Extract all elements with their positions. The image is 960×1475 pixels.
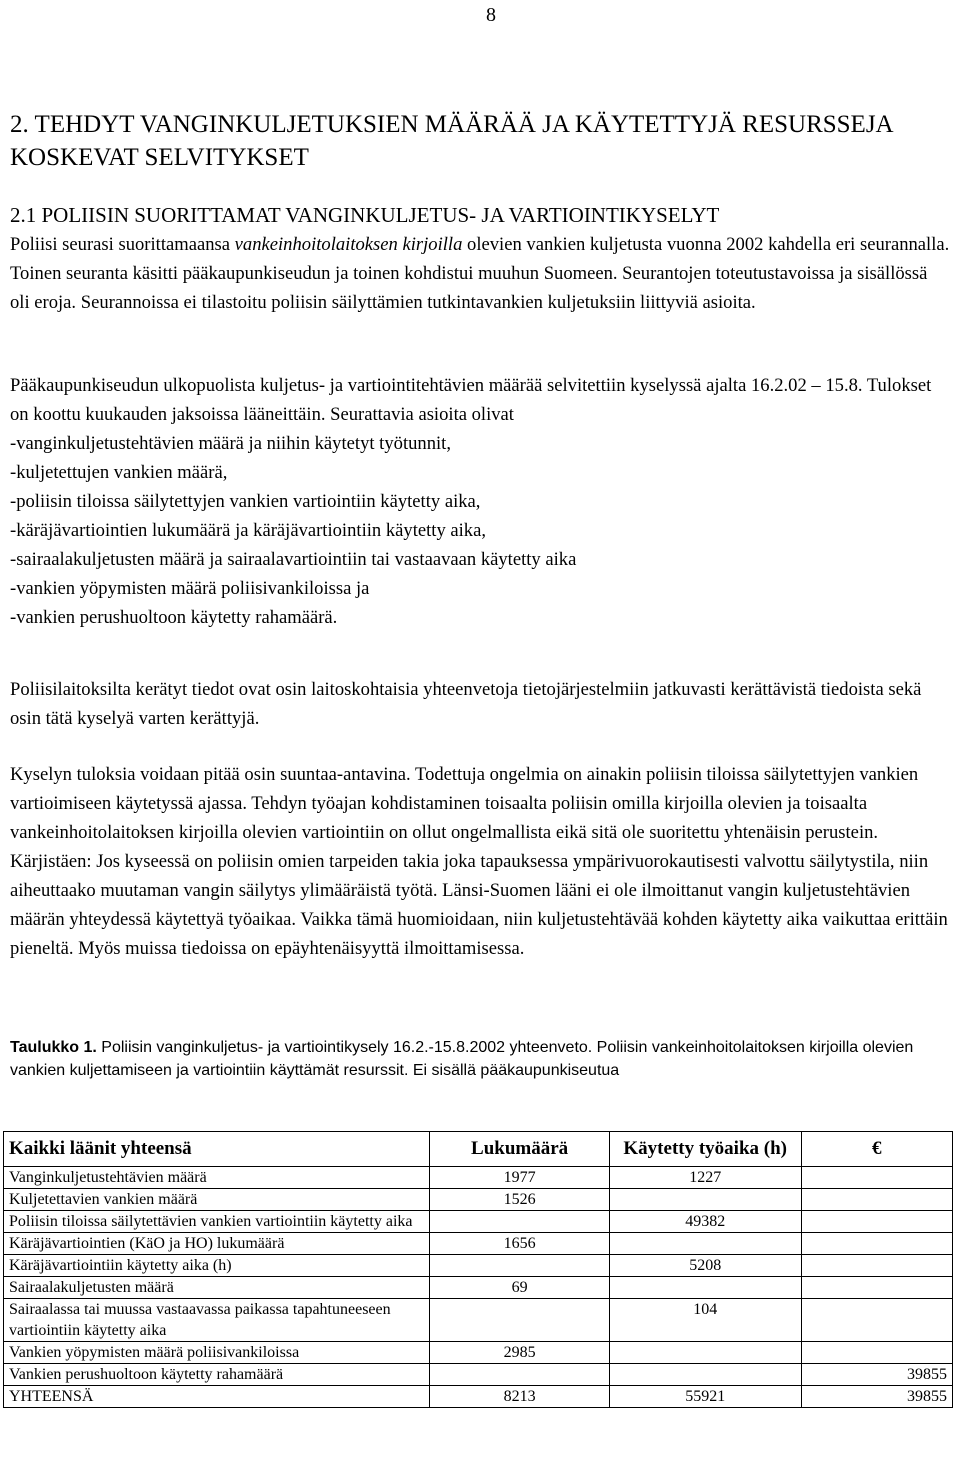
table-cell: Sairaalakuljetusten määrä [4, 1277, 430, 1299]
page-number: 8 [486, 4, 496, 26]
column-header: Kaikki läänit yhteensä [4, 1132, 430, 1167]
table-cell: 2985 [430, 1342, 610, 1364]
table-cell: Kuljetettavien vankien määrä [4, 1189, 430, 1211]
column-header: € [801, 1132, 953, 1167]
paragraph-intro-italic: vankeinhoitolaitoksen kirjoilla [234, 234, 463, 255]
table-cell [609, 1364, 801, 1386]
table-cell: YHTEENSÄ [4, 1386, 430, 1408]
table-cell: 55921 [609, 1386, 801, 1408]
paragraph-intro [10, 230, 950, 317]
table-cell [609, 1342, 801, 1364]
section-heading: 2. TEHDYT VANGINKULJETUKSIEN MÄÄRÄÄ JA KÄYTETTYJÄ RESURSSEJA KOSKEVAT SELVITYKSET [10, 111, 893, 171]
paragraph-reliability: Kyselyn tuloksia voidaan pitää osin suuntaa-antavina. Todettuja ongelmia on ainakin poliisin tiloissa säilytettyjen vankien vartioimiseen käytetyssä ajassa. Tehdyn työajan kohdistaminen toisaalta poliisin omilla kirjoilla olevien ja toisaalta vankeinhoitolaitoksen kirjoilla olevien vartiointiin on ollut ongelmallista eikä sitä ole suoritettu yhtenäisin perustein. Kärjistäen: Jos kyseessä on poliisin omien tarpeiden takia joka tapauksessa ympärivuorokautisesti valvottu säilytystila, niin aiheuttaako muutaman vangin säilytys ylimääräistä työtä. Länsi-Suomen lääni ei ole ilmoittanut vangin kuljetustehtävien määrän yhteydessä käytettyä työaikaa. Vaikka tämä huomioidaan, niin kuljetustehtävää kohden käytetty aika vaikuttaa erittäin pieneltä. Myös muissa tiedoissa on epäyhtenäisyyttä ilmoittamisessa. [10, 764, 948, 959]
table-cell: 104 [609, 1299, 801, 1342]
table-cell [430, 1364, 610, 1386]
table-row-total [4, 1386, 953, 1408]
table-cell [430, 1255, 610, 1277]
list-item: -käräjävartiointien lukumäärä ja käräjävartiointiin käytetty aika, [10, 520, 487, 541]
results-table [3, 1131, 953, 1408]
paragraph-sources: Poliisilaitoksilta kerätyt tiedot ovat osin laitoskohtaisia yhteenvetoja tietojärjestelmiin jatkuvasti kerättävistä tiedoista sekä osin tätä kyselyä varten kerättyjä. [10, 679, 922, 729]
table-cell [801, 1299, 953, 1342]
tracked-items-list [10, 429, 950, 632]
table-cell: 39855 [801, 1386, 953, 1408]
table-caption-label: Taulukko 1. [10, 1039, 97, 1056]
table-cell: Käräjävartiointiin käytetty aika (h) [4, 1255, 430, 1277]
table-row [4, 1342, 953, 1364]
table-cell [801, 1189, 953, 1211]
paragraph-intro-post: olevien vankien kuljetusta vuonna 2002 kahdella eri seurannalla. Toinen seuranta käsitti pääkaupunkiseudun ja toinen kohdistui muuhun Suomeen. Seurantojen toteutustavoissa ja sisällössä oli eroja. Seurannoissa ei tilastoitu poliisin säilyttämien tutkintavankien kuljetuksiin liittyviä asioita. [10, 234, 950, 313]
list-item: -kuljetettujen vankien määrä, [10, 462, 228, 483]
table-cell: 69 [430, 1277, 610, 1299]
table-cell: 1227 [609, 1167, 801, 1189]
table-cell: 39855 [801, 1364, 953, 1386]
table-row [4, 1189, 953, 1211]
paragraph-survey [10, 371, 950, 632]
table-cell: Vankien yöpymisten määrä poliisivankiloissa [4, 1342, 430, 1364]
table-row [4, 1364, 953, 1386]
table-row [4, 1277, 953, 1299]
table-cell: 49382 [609, 1211, 801, 1233]
table-cell: 8213 [430, 1386, 610, 1408]
table-cell [801, 1233, 953, 1255]
paragraph-survey-text: Pääkaupunkiseudun ulkopuolista kuljetus- ja vartiointitehtävien määrää selvitettiin kyselyssä ajalta 16.2.02 – 15.8. Tulokset on koottu kuukauden jaksoissa lääneittäin. Seurattavia asioita olivat [10, 375, 932, 425]
table-row [4, 1299, 953, 1342]
table-cell: 1977 [430, 1167, 610, 1189]
table-cell: Poliisin tiloissa säilytettävien vankien vartiointiin käytetty aika [4, 1211, 430, 1233]
table-cell [801, 1211, 953, 1233]
list-item: -vankien perushuoltoon käytetty rahamäärä. [10, 607, 338, 628]
column-header: Lukumäärä [430, 1132, 610, 1167]
table-cell: 1656 [430, 1233, 610, 1255]
table-caption [10, 1036, 950, 1082]
list-item: -vankien yöpymisten määrä poliisivankiloissa ja [10, 578, 370, 599]
table-cell [801, 1277, 953, 1299]
table-row [4, 1167, 953, 1189]
table-cell [609, 1277, 801, 1299]
table-cell [430, 1299, 610, 1342]
list-item: -sairaalakuljetusten määrä ja sairaalavartiointiin tai vastaavaan käytetty aika [10, 549, 577, 570]
table-caption-text: Poliisin vanginkuljetus- ja vartiointikysely 16.2.-15.8.2002 yhteenveto. Poliisin vankeinhoitolaitoksen kirjoilla olevien vankien kuljettamiseen ja vartiointiin käyttämät resurssit. Ei sisällä pääkaupunkiseutua [10, 1039, 914, 1079]
table-cell: Vankien perushuoltoon käytetty rahamäärä [4, 1364, 430, 1386]
table-cell [609, 1189, 801, 1211]
table-cell: 5208 [609, 1255, 801, 1277]
table-row [4, 1255, 953, 1277]
list-item: -vanginkuljetustehtävien määrä ja niihin käytetyt työtunnit, [10, 433, 451, 454]
column-header: Käytetty työaika (h) [609, 1132, 801, 1167]
table-cell [609, 1233, 801, 1255]
table-row [4, 1233, 953, 1255]
paragraph-intro-pre: Poliisi seurasi suorittamaansa [10, 234, 235, 255]
table-cell [430, 1211, 610, 1233]
list-item: -poliisin tiloissa säilytettyjen vankien vartiointiin käytetty aika, [10, 491, 481, 512]
table-cell: Käräjävartiointien (KäO ja HO) lukumäärä [4, 1233, 430, 1255]
table-cell [801, 1167, 953, 1189]
subsection-heading: 2.1 POLIISIN SUORITTAMAT VANGINKULJETUS- JA VARTIOINTIKYSELYT [10, 203, 720, 227]
table-cell: Sairaalassa tai muussa vastaavassa paikassa tapahtuneeseen vartiointiin käytetty aika [4, 1299, 430, 1342]
table-cell [801, 1255, 953, 1277]
table-cell [801, 1342, 953, 1364]
table-cell: Vanginkuljetustehtävien määrä [4, 1167, 430, 1189]
table-row [4, 1211, 953, 1233]
table-header-row [4, 1132, 953, 1167]
table-cell: 1526 [430, 1189, 610, 1211]
